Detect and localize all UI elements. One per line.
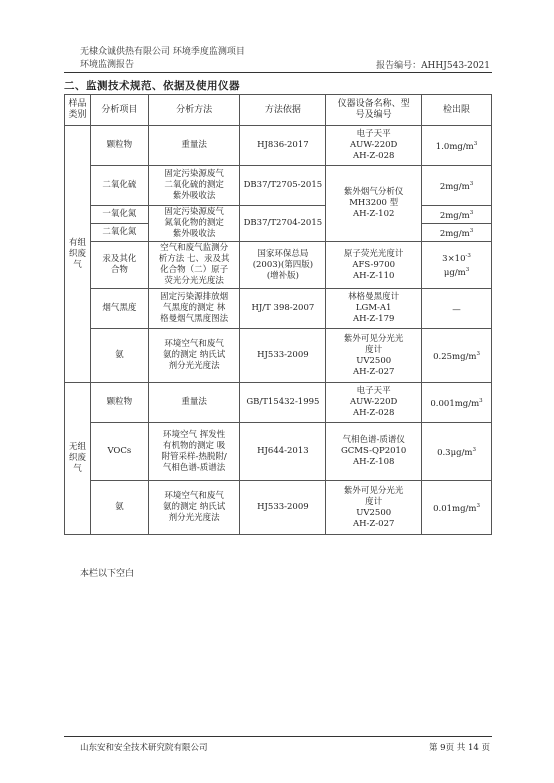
item-cell: VOCs [90, 423, 148, 481]
col-header-category: 样品 类别 [65, 95, 91, 126]
category-cell: 无组 织废 气 [65, 383, 91, 535]
monitoring-methods-table [64, 94, 492, 535]
basis-cell: HJ533-2009 [240, 329, 326, 383]
basis-cell: HJ836-2017 [240, 126, 326, 166]
table-row [65, 126, 492, 166]
col-header-basis: 方法依据 [240, 95, 326, 126]
instrument-cell: 气相色谱-质谱仪 GCMS-QP2010 AH-Z-108 [326, 423, 422, 481]
col-header-limit: 检出限 [422, 95, 492, 126]
item-cell: 一氧化氮 [90, 206, 148, 224]
header-divider [64, 72, 492, 73]
item-cell: 氨 [90, 481, 148, 535]
instrument-cell: 原子荧光光度计 AFS-9700 AH-Z-110 [326, 242, 422, 289]
method-cell: 固定污染源排放烟 气黑度的测定 林 格曼烟气黑度图法 [148, 289, 240, 329]
instrument-cell: 电子天平 AUW-220D AH-Z-028 [326, 126, 422, 166]
limit-cell: $2mg/m^3$ [422, 206, 492, 224]
basis-cell: DB37/T2705-2015 [240, 166, 326, 206]
table-row [65, 383, 492, 423]
instrument-cell: 紫外可见分光光 度计 UV2500 AH-Z-027 [326, 481, 422, 535]
header-project: 无棣众诚供热有限公司 环境季度监测项目 [80, 47, 245, 57]
basis-cell: HJ533-2009 [240, 481, 326, 535]
instrument-cell: 林格曼黑度计 LGM-A1 AH-Z-179 [326, 289, 422, 329]
limit-cell: — [422, 289, 492, 329]
item-cell: 烟气黑度 [90, 289, 148, 329]
table-row [65, 329, 492, 383]
method-cell: 环境空气和废气 氨的测定 纳氏试 剂分光光度法 [148, 329, 240, 383]
limit-cell: $0.3\mu g/m^3$ [422, 423, 492, 481]
instrument-cell: 紫外可见分光光 度计 UV2500 AH-Z-027 [326, 329, 422, 383]
method-cell: 重量法 [148, 126, 240, 166]
col-header-instrument: 仪器设备名称、型 号及编号 [326, 95, 422, 126]
instrument-cell: 电子天平 AUW-220D AH-Z-028 [326, 383, 422, 423]
basis-cell: HJ644-2013 [240, 423, 326, 481]
method-cell: 重量法 [148, 383, 240, 423]
table-row [65, 481, 492, 535]
section-title: 二、监测技术规范、依据及使用仪器 [64, 80, 240, 92]
limit-cell: $0.001mg/m^3$ [422, 383, 492, 423]
item-cell: 二氧化氮 [90, 224, 148, 242]
report-number: 报告编号：AHHJ543-2021 [376, 61, 490, 71]
method-cell: 固定污染源废气 二氧化硫的测定 紫外吸收法 [148, 166, 240, 206]
header-left [80, 46, 245, 72]
basis-cell: HJ/T 398-2007 [240, 289, 326, 329]
method-cell: 空气和废气监测分 析方法 七、汞及其 化合物（二）原子 荧光分光光度法 [148, 242, 240, 289]
method-cell: 环境空气 挥发性 有机物的测定 吸 附管采样-热脱附/ 气相色谱-质谱法 [148, 423, 240, 481]
footer-organization: 山东安和安全技术研究院有限公司 [80, 743, 208, 753]
blank-below-note: 本栏以下空白 [80, 569, 135, 579]
limit-cell: $2mg/m^3$ [422, 166, 492, 206]
method-cell: 环境空气和废气 氨的测定 纳氏试 剂分光光度法 [148, 481, 240, 535]
item-cell: 颗粒物 [90, 383, 148, 423]
basis-cell: DB37/T2704-2015 [240, 206, 326, 242]
item-cell: 二氧化硫 [90, 166, 148, 206]
item-cell: 颗粒物 [90, 126, 148, 166]
table-row [65, 206, 492, 224]
table-row [65, 166, 492, 206]
limit-cell: $2mg/m^3$ [422, 224, 492, 242]
limit-cell: $3\times 10^{-3}$ $\mu g/m^3$ [422, 242, 492, 289]
table-row [65, 242, 492, 289]
item-cell: 汞及其化 合物 [90, 242, 148, 289]
table-row [65, 423, 492, 481]
basis-cell: 国家环保总局 (2003)(第四版) (增补版) [240, 242, 326, 289]
limit-cell: $1.0mg/m^3$ [422, 126, 492, 166]
header-report-title: 环境监测报告 [80, 60, 135, 70]
limit-cell: $0.25mg/m^3$ [422, 329, 492, 383]
table-header-row [65, 95, 492, 126]
col-header-item: 分析项目 [90, 95, 148, 126]
footer-divider [64, 736, 492, 737]
category-cell: 有组 织废 气 [65, 126, 91, 383]
col-header-method: 分析方法 [148, 95, 240, 126]
instrument-cell: 紫外烟气分析仪 MH3200 型 AH-Z-102 [326, 166, 422, 242]
footer-page-number: 第 9页 共 14 页 [428, 743, 490, 753]
table-row [65, 289, 492, 329]
limit-cell: $0.01mg/m^3$ [422, 481, 492, 535]
method-cell: 固定污染源废气 氮氧化物的测定 紫外吸收法 [148, 206, 240, 242]
item-cell: 氨 [90, 329, 148, 383]
basis-cell: GB/T15432-1995 [240, 383, 326, 423]
